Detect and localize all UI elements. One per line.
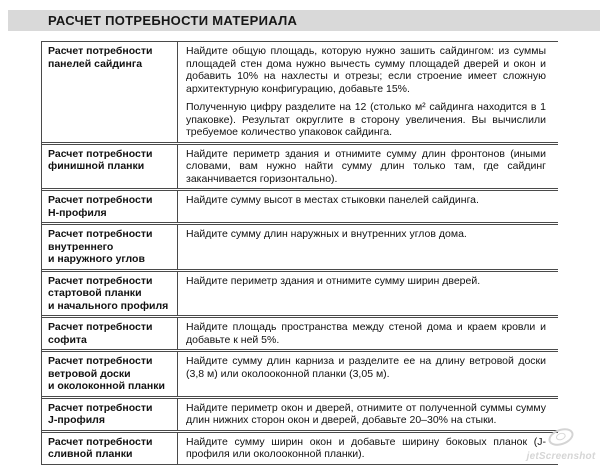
row-title-line: Расчет потребности (48, 194, 153, 206)
row-title-line: и околоконной планки (48, 380, 165, 392)
table-row (42, 269, 558, 316)
row-description-cell (178, 145, 558, 189)
row-description-cell (178, 225, 558, 269)
row-title-cell (42, 272, 178, 316)
row-description-cell (178, 352, 558, 396)
row-description-cell (178, 399, 558, 430)
row-description-cell (178, 191, 558, 222)
table-row (42, 188, 558, 222)
row-title-line: панелей сайдинга (48, 57, 143, 70)
table-row (42, 315, 558, 349)
page-title: РАСЧЕТ ПОТРЕБНОСТИ МАТЕРИАЛА (48, 13, 298, 28)
table-row (42, 142, 558, 189)
row-title-cell (42, 399, 178, 430)
row-description-cell (178, 433, 558, 464)
row-description-paragraph: Найдите сумму длин карниза и разделите ее на длину ветровой доски (3,8 м) или околооконной планки (3,05 м). (186, 355, 546, 380)
watermark-text: jetScreenshot (526, 451, 596, 462)
table-row (42, 349, 558, 396)
header-bar (8, 10, 600, 31)
row-description-paragraph: Найдите сумму ширин окон и добавьте ширину боковых планок (J-профиля или околооконной планки). (186, 435, 546, 460)
row-title-line: Расчет потребности (48, 45, 153, 57)
table-row (42, 430, 558, 464)
row-title-line: сливной планки (48, 448, 133, 460)
row-title-line: софита (48, 333, 87, 346)
table-row (42, 222, 558, 269)
row-title-line: ветровой доски (48, 367, 131, 380)
row-title-cell (42, 42, 178, 142)
row-title-line: и начального профиля (48, 299, 169, 312)
table-row (42, 396, 558, 430)
row-title-line: Расчет потребности (48, 401, 153, 414)
row-description-paragraph: Найдите сумму длин наружных и внутренних углов дома. (186, 228, 467, 240)
row-title-cell (42, 318, 178, 349)
table-row (42, 42, 558, 142)
row-title-line: J-профиля (48, 414, 105, 426)
row-description-cell (178, 42, 558, 142)
row-description-paragraph: Найдите сумму высот в местах стыковки панелей сайдинга. (186, 194, 479, 206)
row-title-cell (42, 433, 178, 464)
row-description-paragraph: Найдите периметр окон и дверей, отнимите от полученной суммы сумму длин нижних сторон окон и дверей, добавьте 20–30% на стыки. (186, 401, 546, 426)
row-title-cell (42, 191, 178, 222)
row-title-cell (42, 145, 178, 189)
row-title-line: Расчет потребности (48, 228, 153, 240)
row-title-line: Расчет потребности (48, 435, 153, 448)
row-title-line: Расчет потребности (48, 274, 153, 287)
row-title-line: Расчет потребности (48, 147, 153, 160)
row-description-paragraph: Полученную цифру разделите на 12 (столько м² сайдинга находится в 1 упаковке). Результат округлите в сторону увеличения. Вы вычислили требуемое количество упаковок сайдинга. (186, 101, 546, 138)
row-title-line: Расчет потребности (48, 355, 153, 367)
row-description-paragraph: Найдите периметр здания и отнимите сумму длин фронтонов (иными словами, вам нужно найти сумму длин только там, где сайдинг заканчивается горизонтально). (186, 147, 546, 185)
row-title-cell (42, 225, 178, 269)
row-title-cell (42, 352, 178, 396)
row-description-paragraph: Найдите периметр здания и отнимите сумму ширин дверей. (186, 274, 481, 287)
row-description-paragraph: Найдите площадь пространства между стеной дома и краем кровли и добавьте к ней 5%. (186, 321, 546, 346)
row-description-cell (178, 272, 558, 316)
row-title-line: Расчет потребности (48, 321, 153, 333)
row-description-paragraph: Найдите общую площадь, которую нужно зашить сайдингом: из суммы площадей стен дома нужно вычесть сумму площадей дверей и окон и добавить 10% на нахлесты и отрезы; если строение имеет сложную архитектурную конфигурацию, добавьте 15%. (186, 45, 546, 95)
materials-table (41, 41, 558, 465)
row-title-line: внутреннего (48, 240, 114, 253)
row-title-line: и наружного углов (48, 253, 145, 265)
row-description-cell (178, 318, 558, 349)
row-title-line: Н-профиля (48, 206, 107, 219)
row-title-line: финишной планки (48, 160, 145, 172)
row-title-line: стартовой планки (48, 287, 142, 299)
